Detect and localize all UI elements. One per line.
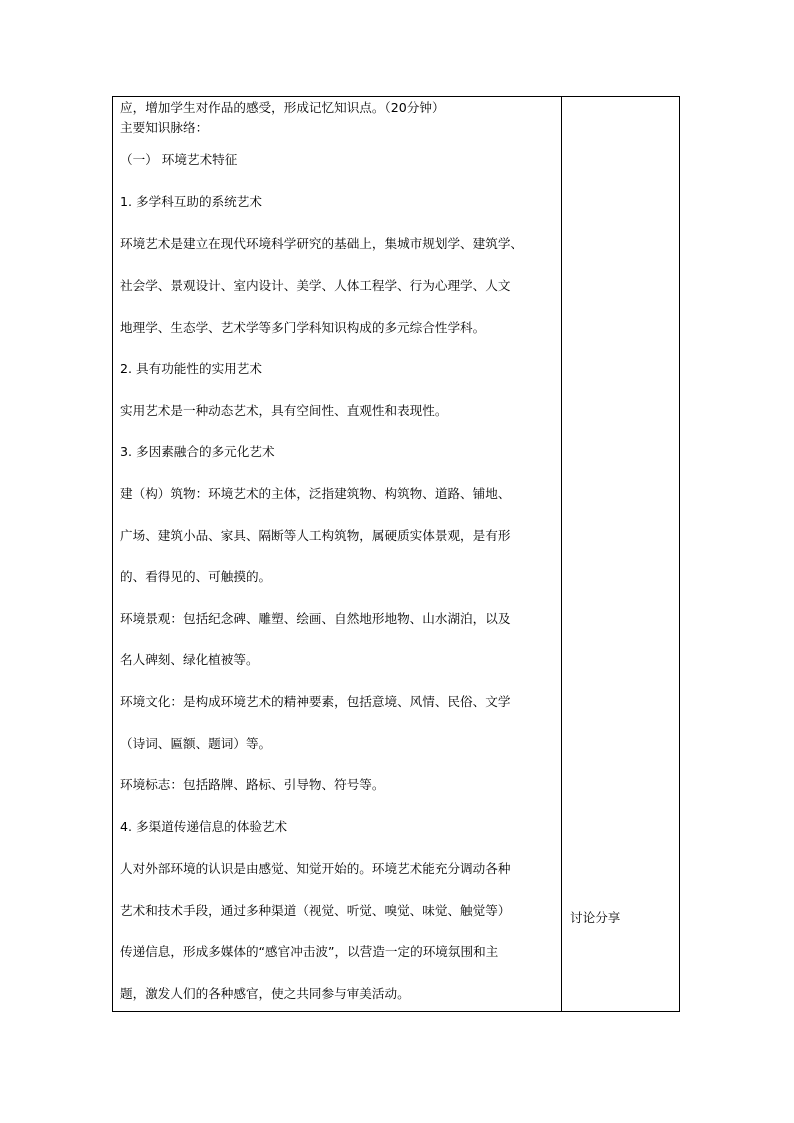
text-line: 实用艺术是一种动态艺术，具有空间性、直观性和表现性。: [120, 403, 448, 418]
text-line: （诗词、匾额、题词）等。: [120, 736, 272, 751]
text-line: 主要知识脉络：: [120, 120, 209, 135]
text-line: 建（构）筑物：环境艺术的主体，泛指建筑物、构筑物、道路、铺地、: [120, 486, 511, 501]
subsection-heading: 2. 具有功能性的实用艺术: [120, 361, 262, 376]
text-line: 环境艺术是建立在现代环境科学研究的基础上，集城市规划学、建筑学、: [120, 236, 523, 251]
subsection-heading: 4. 多渠道传递信息的体验艺术: [120, 819, 288, 834]
text-line: 人对外部环境的认识是由感觉、知觉开始的。环境艺术能充分调动各种: [120, 861, 511, 876]
subsection-heading: 1. 多学科互助的系统艺术: [120, 194, 262, 209]
text-line: 的、看得见的、可触摸的。: [120, 569, 272, 584]
text-line: 广场、建筑小品、家具、隔断等人工构筑物，属硬质实体景观，是有形: [120, 528, 511, 543]
subsection-heading: 3. 多因素融合的多元化艺术: [120, 444, 275, 459]
text-line: 传递信息，形成多媒体的“感官冲击波”，以营造一定的环境氛围和主: [120, 944, 499, 959]
lesson-table: [112, 96, 680, 1012]
section-heading: （一） 环境艺术特征: [120, 152, 238, 167]
text-line: 应，增加学生对作品的感受，形成记忆知识点。（20分钟）: [120, 100, 445, 115]
text-line: 环境景观：包括纪念碑、雕塑、绘画、自然地形地物、山水湖泊，以及: [120, 611, 511, 626]
text-line: 社会学、景观设计、室内设计、美学、人体工程学、行为心理学、人文: [120, 278, 511, 293]
text-line: 地理学、生态学、艺术学等多门学科知识构成的多元综合性学科。: [120, 320, 486, 335]
text-line: 题，激发人们的各种感官，使之共同参与审美活动。: [120, 986, 410, 1001]
text-line: 环境标志：包括路牌、路标、引导物、符号等。: [120, 777, 385, 792]
text-line: 名人碑刻、绿化植被等。: [120, 652, 259, 667]
activity-note: 讨论分享: [570, 910, 621, 925]
activity-column: [562, 97, 679, 1011]
content-column: [113, 97, 561, 1011]
text-line: 艺术和技术手段，通过多种渠道（视觉、听觉、嗅觉、味觉、触觉等）: [120, 903, 511, 918]
text-line: 环境文化：是构成环境艺术的精神要素，包括意境、风情、民俗、文学: [120, 694, 511, 709]
